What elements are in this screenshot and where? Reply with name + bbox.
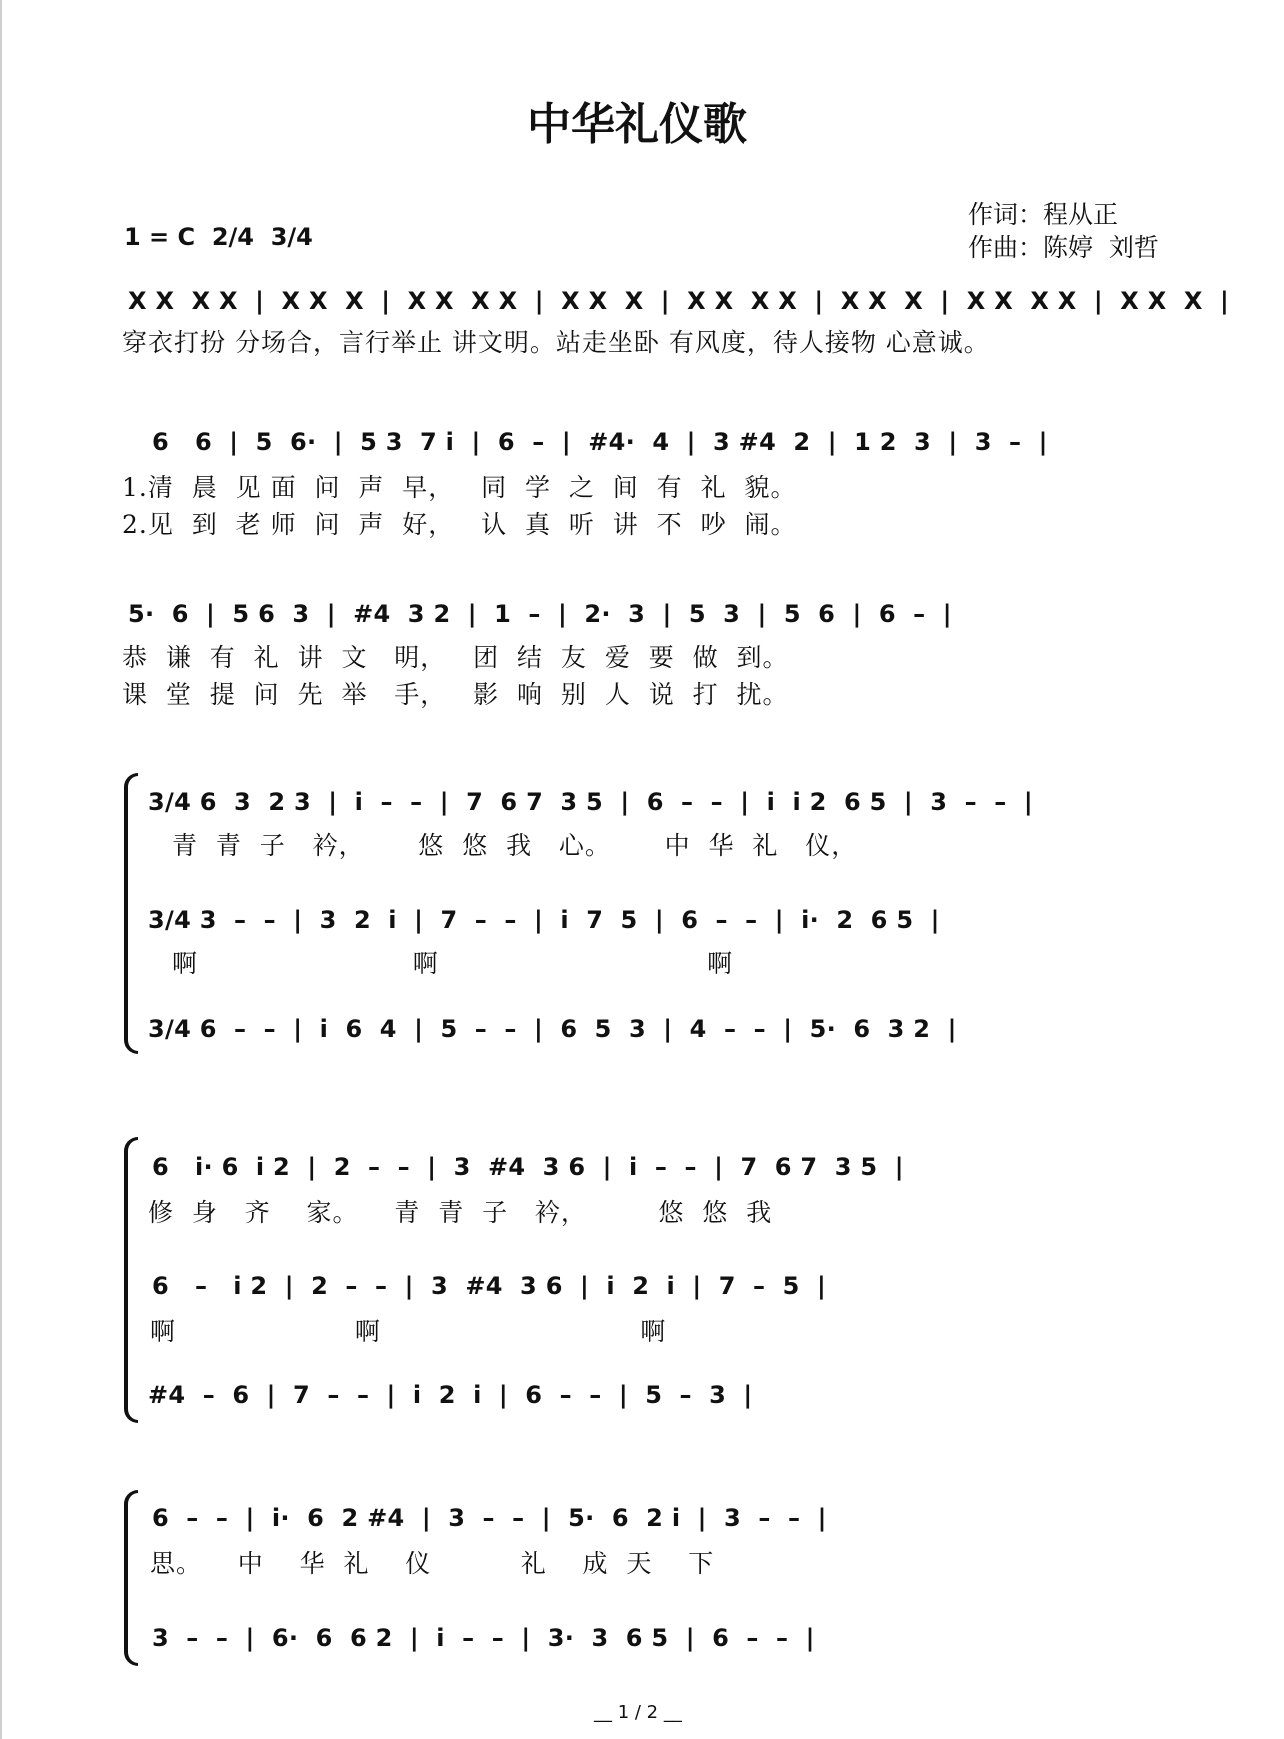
key-signature: 1 = C 2/4 3/4 xyxy=(124,223,313,251)
chorus-2-voice-1-notes: 6 i· 6 i 2 | 2 – – | 3 #4 3 6 | i – – | 7 6 7 3 5 | xyxy=(152,1153,904,1181)
verse-b-notes: 5· 6 | 5 6 3 | #4 3 2 | 1 – | 2· 3 | 5 3 | 5 6 | 6 – | xyxy=(128,600,952,628)
verse-b-lyrics-1: 恭 谦 有 礼 讲 文 明， 团 结 友 爱 要 做 到。 xyxy=(122,643,789,672)
system-brace xyxy=(124,1490,138,1666)
rhythm-lyrics: 穿衣打扮 分场合，言行举止 讲文明。站走坐卧 有风度，待人接物 心意诚。 xyxy=(122,328,990,357)
page-number: __ 1 / 2 __ xyxy=(594,1702,682,1723)
chorus-2-voice-2-notes: 6 – i 2 | 2 – – | 3 #4 3 6 | i 2 i | 7 – 5 | xyxy=(152,1272,827,1300)
chorus-2-voice-2-lyrics: 啊 啊 啊 xyxy=(150,1317,667,1346)
chorus-1-voice-1-lyrics: 青 青 子 衿， 悠 悠 我 心。 中 华 礼 仪， xyxy=(172,831,858,860)
verse-a-notes: 6 6 | 5 6· | 5 3 7 i | 6 – | #4· 4 | 3 #4 2 | 1 2 3 | 3 – | xyxy=(152,428,1048,456)
chorus-1-voice-2-notes: 3/4 3 – – | 3 2 i | 7 – – | i 7 5 | 6 – – | i· 2 6 5 | xyxy=(148,906,940,934)
chorus-3-voice-2-notes: 3 – – | 6· 6 6 2 | i – – | 3· 3 6 5 | 6 – – | xyxy=(152,1624,815,1652)
page-edge xyxy=(0,0,2,1739)
lyricist-credit: 作词：程从正 xyxy=(968,200,1119,229)
chorus-3-voice-1-notes: 6 – – | i· 6 2 #4 | 3 – – | 5· 6 2 i | 3 – – | xyxy=(152,1504,827,1532)
song-title: 中华礼仪歌 xyxy=(527,99,747,150)
chorus-1-voice-2-lyrics: 啊 啊 啊 xyxy=(172,949,734,978)
system-brace xyxy=(124,1137,138,1423)
rhythm-notes: X X X X | X X X | X X X X | X X X | X X X X | X X X | X X X X | X X X | xyxy=(128,287,1230,315)
chorus-1-voice-3-notes: 3/4 6 – – | i 6 4 | 5 – – | 6 5 3 | 4 – – | 5· 6 3 2 | xyxy=(148,1015,957,1043)
composer-credit: 作曲：陈婷 刘哲 xyxy=(968,233,1159,262)
chorus-2-voice-1-lyrics: 修 身 齐 家。 青 青 子 衿， 悠 悠 我 xyxy=(148,1198,773,1227)
chorus-1-voice-1-notes: 3/4 6 3 2 3 | i – – | 7 6 7 3 5 | 6 – – | i i 2 6 5 | 3 – – | xyxy=(148,788,1033,816)
system-brace xyxy=(124,773,138,1054)
chorus-2-voice-3-notes: #4 – 6 | 7 – – | i 2 i | 6 – – | 5 – 3 | xyxy=(148,1381,753,1409)
verse-b-lyrics-2: 课 堂 提 问 先 举 手， 影 响 别 人 说 打 扰。 xyxy=(122,680,789,709)
verse-a-lyrics-2: 2.见 到 老 师 问 声 好， 认 真 听 讲 不 吵 闹。 xyxy=(122,510,797,539)
chorus-3-voice-1-lyrics: 思。 中 华 礼 仪 礼 成 天 下 xyxy=(150,1549,715,1578)
verse-a-lyrics-1: 1.清 晨 见 面 问 声 早， 同 学 之 间 有 礼 貌。 xyxy=(122,473,797,502)
